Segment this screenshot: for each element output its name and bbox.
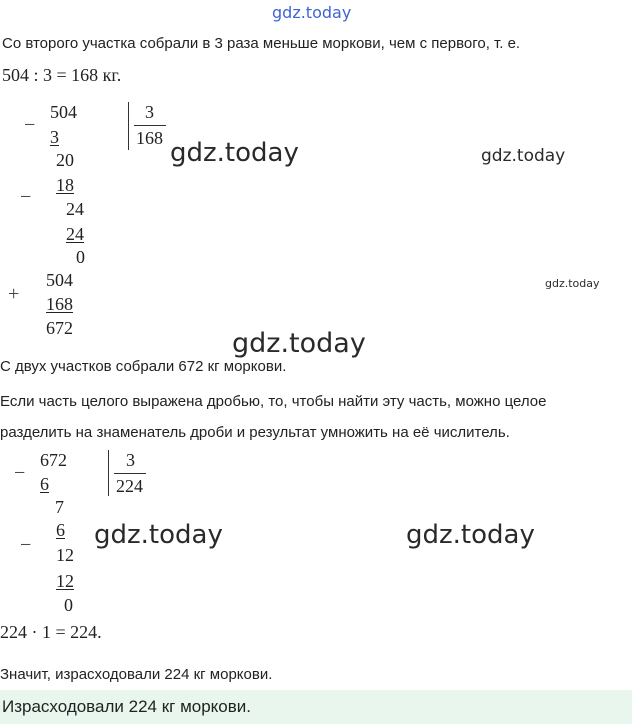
quotient: 168: [136, 128, 163, 148]
step-subtrahend: 3: [50, 127, 59, 147]
step-subtrahend: 6: [40, 474, 49, 494]
step-remainder: 7: [55, 497, 64, 517]
addend-b: 168: [46, 294, 73, 314]
quotient: 224: [116, 476, 143, 496]
total-text: С двух участков собрали 672 кг моркови.: [0, 358, 287, 375]
step-subtrahend: 24: [66, 224, 84, 244]
watermark: gdz.today: [545, 277, 600, 290]
minus-sign: −: [20, 186, 32, 208]
step-remainder: 20: [56, 150, 74, 170]
conclusion-text: Значит, израсходовали 224 кг моркови.: [0, 666, 273, 683]
plus-sign: +: [8, 283, 20, 305]
dividend: 672: [40, 450, 67, 470]
rule-line-2: разделить на знаменатель дроби и результат умножить на её числитель.: [0, 424, 510, 441]
final-remainder: 0: [64, 595, 73, 615]
answer-text: Израсходовали 224 кг моркови.: [2, 697, 251, 716]
watermark: gdz.today: [232, 328, 366, 359]
division-bar: [128, 102, 129, 150]
answer-box: [0, 690, 632, 724]
sum: 672: [46, 318, 73, 338]
calc-224-times-1: 224 · 1 = 224.: [0, 622, 102, 642]
step-remainder: 12: [56, 545, 74, 565]
watermark: gdz.today: [170, 138, 299, 168]
division-bar: [108, 450, 109, 496]
step-remainder: 24: [66, 199, 84, 219]
divisor: 3: [126, 450, 135, 470]
step-subtrahend: 18: [56, 175, 74, 195]
quotient-line: [134, 125, 166, 126]
calc-504-div-3: 504 : 3 = 168 кг.: [2, 65, 122, 85]
step-subtrahend: 6: [56, 520, 65, 540]
divisor: 3: [145, 102, 154, 122]
final-remainder: 0: [76, 247, 85, 267]
intro-text: Со второго участка собрали в 3 раза меньше моркови, чем с первого, т. е.: [2, 35, 521, 52]
watermark: gdz.today: [481, 146, 566, 166]
minus-sign: −: [20, 534, 32, 556]
watermark: gdz.today: [406, 520, 535, 550]
minus-sign: −: [14, 462, 26, 484]
addend-a: 504: [46, 270, 73, 290]
step-subtrahend: 12: [56, 571, 74, 591]
watermark-top: gdz.today: [272, 3, 352, 22]
quotient-line: [114, 473, 146, 474]
watermark: gdz.today: [94, 520, 223, 550]
dividend: 504: [50, 102, 77, 122]
minus-sign: −: [24, 114, 36, 136]
rule-line-1: Если часть целого выражена дробью, то, чтобы найти эту часть, можно целое: [0, 393, 547, 410]
